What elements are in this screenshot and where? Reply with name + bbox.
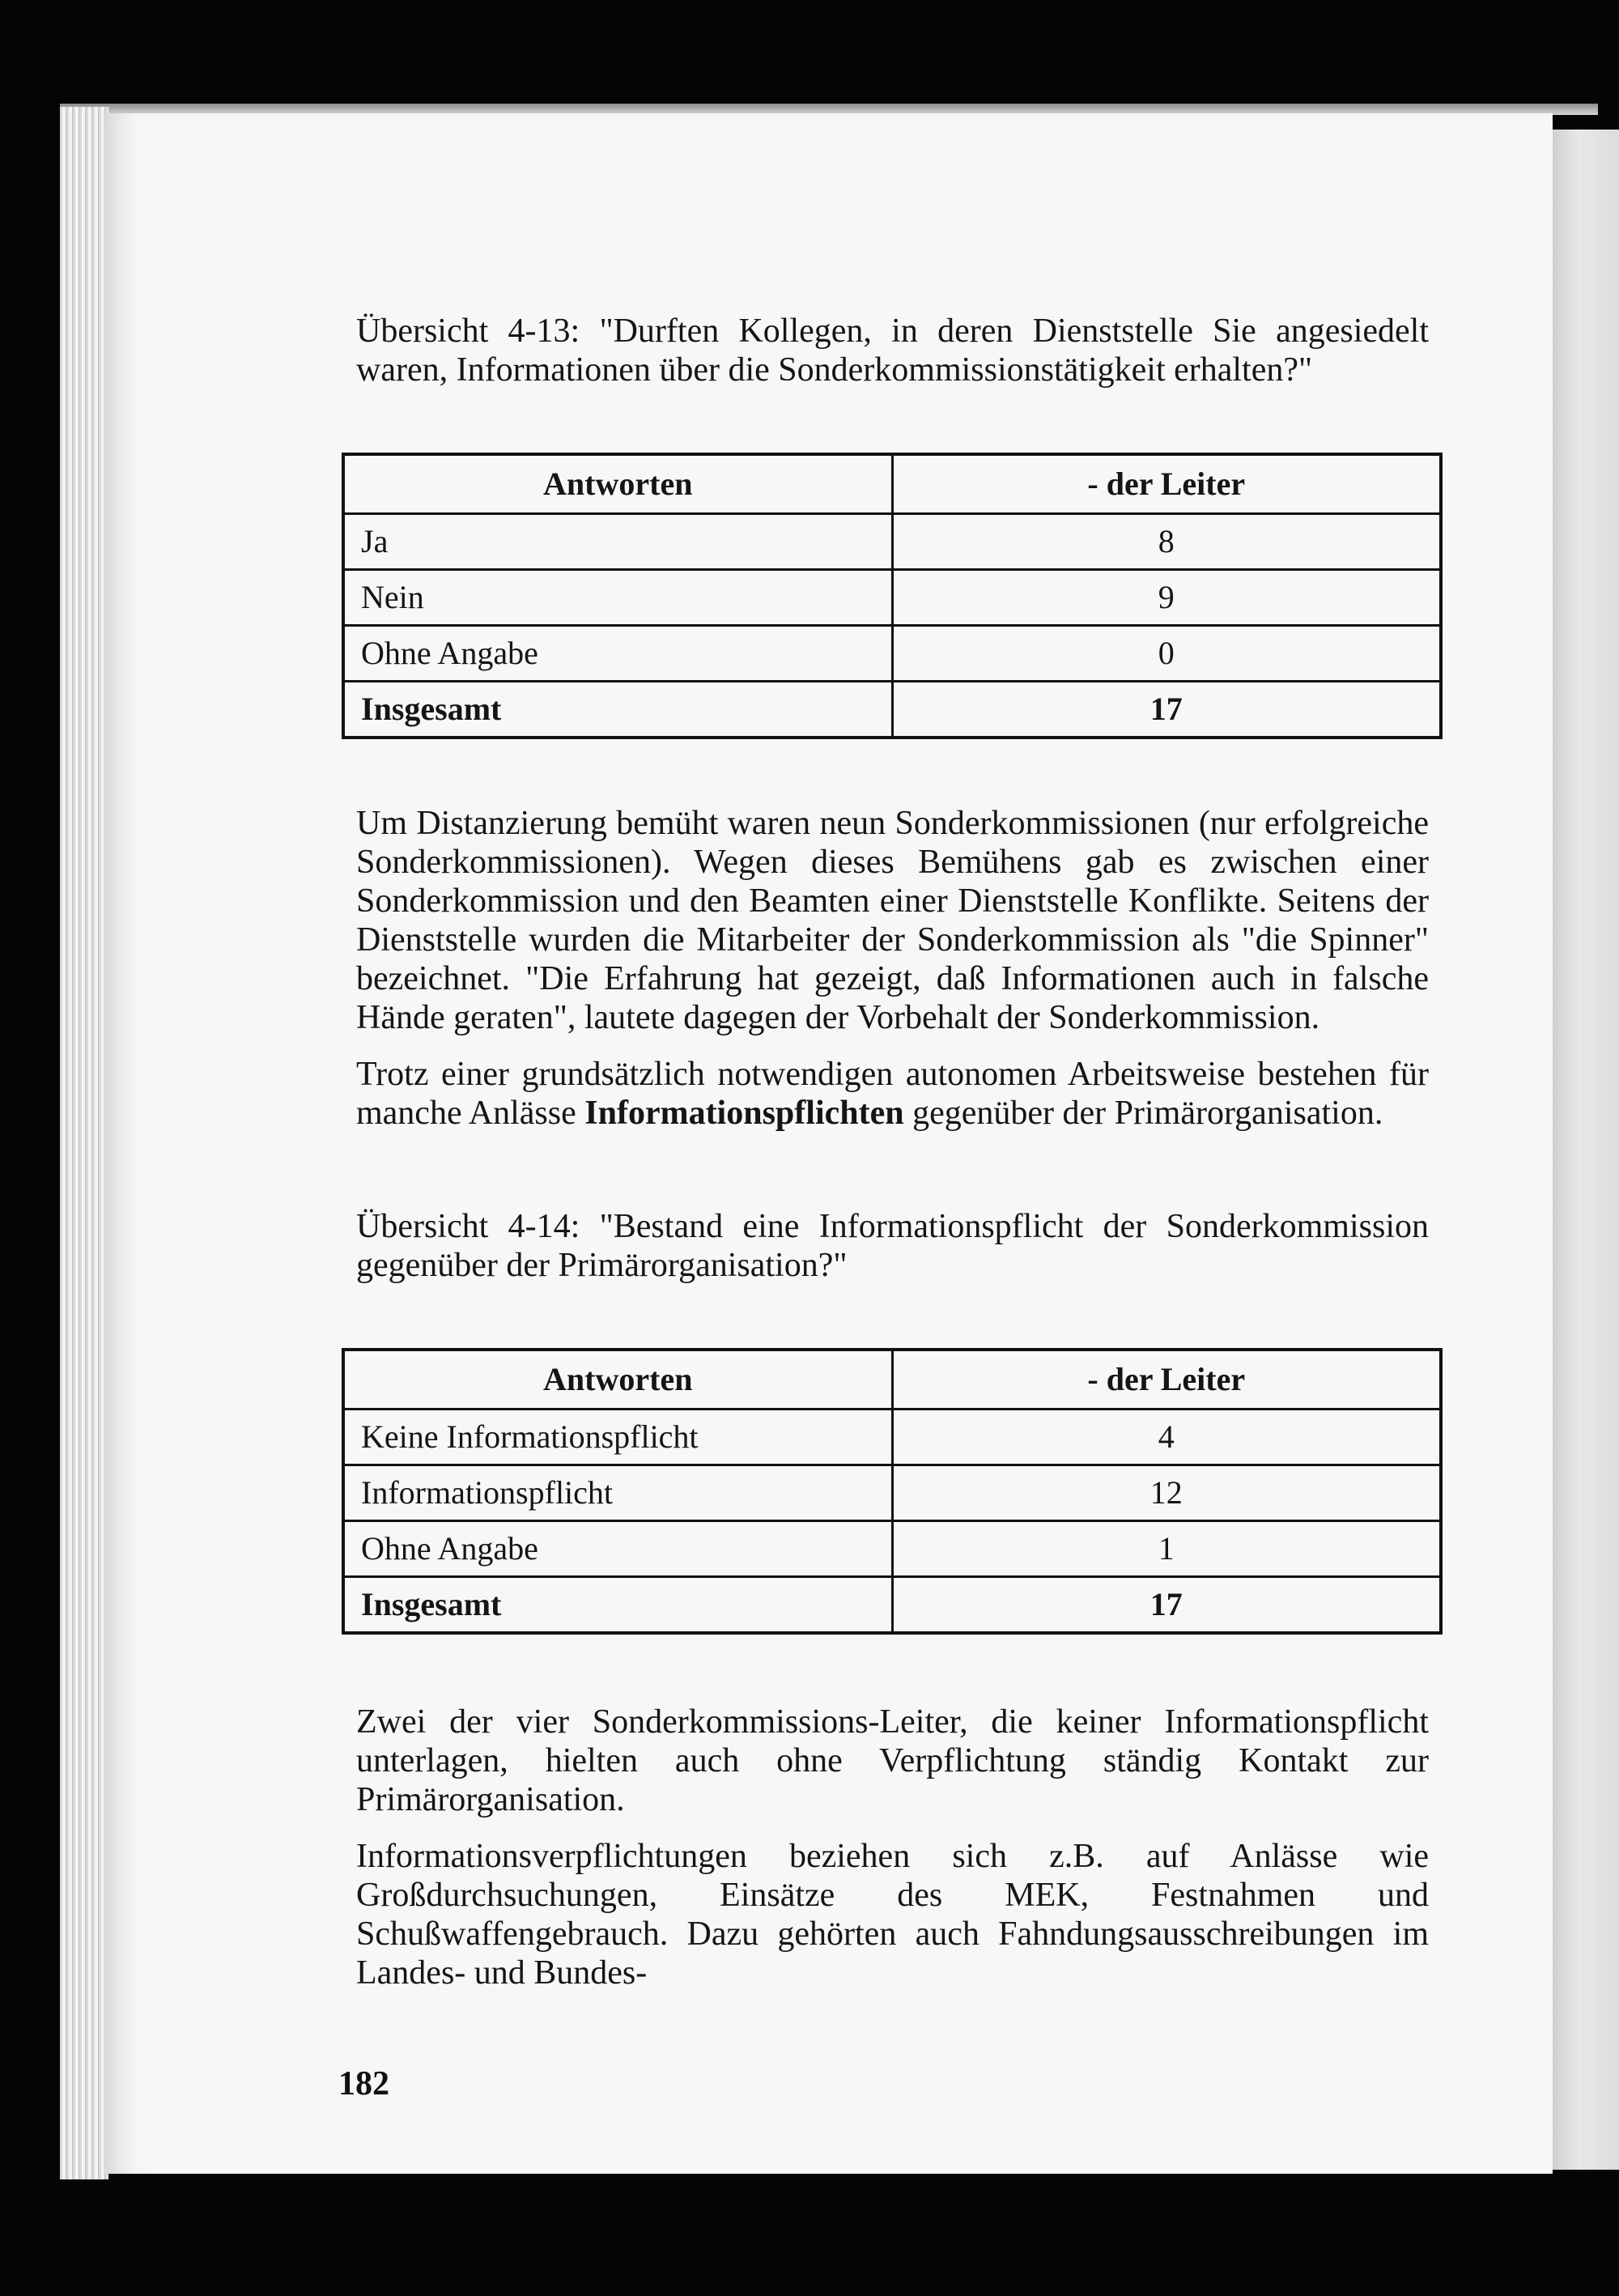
paragraph-distanzierung: Um Distanzierung bemüht waren neun Sonderkommissionen (nur erfolgreiche Sonderkommissionen). Wegen dieses Bemühens gab es zwischen einer Sonderkommission und den Beamten einer Dienststelle Konflikte. Seitens der Dienststelle wurden die Mitarbeiter der Sonderkommission als "die Spinner" bezeichnet. "Die Erfahrung hat gezeigt, daß Informationen auch in falsche Hände geraten", lautete dagegen der Vorbehalt der Sonderkommission. (356, 805, 1429, 1036)
paragraph-text-before: Trotz einer grundsätzlich notwendigen autonomen Arbeitsweise bestehen für manche Anlässe (356, 1056, 1429, 1132)
paragraph-verpflichtungen: Informationsverpflichtungen beziehen sich z.B. auf Anlässe wie Großdurchsuchungen, Einsätze des MEK, Festnahmen und Schußwaffengebrauch. Dazu gehörten auch Fahndungsausschreibungen im Landes- und Bundes- (356, 1838, 1429, 1992)
row-label: Ja (343, 514, 892, 570)
total-label: Insgesamt (343, 682, 892, 738)
row-value: 1 (892, 1521, 1441, 1577)
table-row (343, 1409, 1441, 1465)
header-antworten: Antworten (343, 454, 892, 514)
page-stack-left (60, 107, 108, 2179)
table-row (343, 570, 1441, 626)
table-row (343, 1521, 1441, 1577)
row-value: 9 (892, 570, 1441, 626)
table-caption-4-14: Übersicht 4-14: "Bestand eine Informationspflicht der Sonderkommission gegenüber der Primärorganisation?" (356, 1208, 1429, 1284)
row-label: Ohne Angabe (343, 626, 892, 682)
row-value: 8 (892, 514, 1441, 570)
total-label: Insgesamt (343, 1577, 892, 1634)
row-value: 12 (892, 1465, 1441, 1521)
row-label: Informationspflicht (343, 1465, 892, 1521)
header-leiter: - der Leiter (892, 454, 1441, 514)
paragraph-kontakt: Zwei der vier Sonderkommissions-Leiter, die keiner Informationspflicht unterlagen, hielten auch ohne Verpflichtung ständig Kontakt zur Primärorganisation. (356, 1703, 1429, 1818)
table-header-row (343, 454, 1441, 514)
paragraph-text-after: gegenüber der Primärorganisation. (903, 1095, 1383, 1132)
table-4-13 (342, 453, 1443, 739)
table-total-row (343, 1577, 1441, 1634)
page-number: 182 (338, 2065, 389, 2103)
table-row (343, 626, 1441, 682)
page-content (356, 312, 1429, 1992)
row-label: Ohne Angabe (343, 1521, 892, 1577)
table-header-row (343, 1350, 1441, 1409)
header-antworten: Antworten (343, 1350, 892, 1409)
table-4-14 (342, 1348, 1443, 1635)
row-label: Keine Informationspflicht (343, 1409, 892, 1465)
row-label: Nein (343, 570, 892, 626)
facing-page-edge (1553, 130, 1619, 2170)
table-row (343, 514, 1441, 570)
paragraph-bold-term: Informationspflichten (584, 1095, 904, 1132)
row-value: 0 (892, 626, 1441, 682)
row-value: 4 (892, 1409, 1441, 1465)
table-row (343, 1465, 1441, 1521)
table-caption-4-13: Übersicht 4-13: "Durften Kollegen, in deren Dienststelle Sie angesiedelt waren, Informationen über die Sonderkommissionstätigkeit erhalten?" (356, 313, 1429, 389)
total-value: 17 (892, 682, 1441, 738)
table-total-row (343, 682, 1441, 738)
total-value: 17 (892, 1577, 1441, 1634)
paragraph-informationspflichten (356, 1055, 1429, 1133)
header-leiter: - der Leiter (892, 1350, 1441, 1409)
